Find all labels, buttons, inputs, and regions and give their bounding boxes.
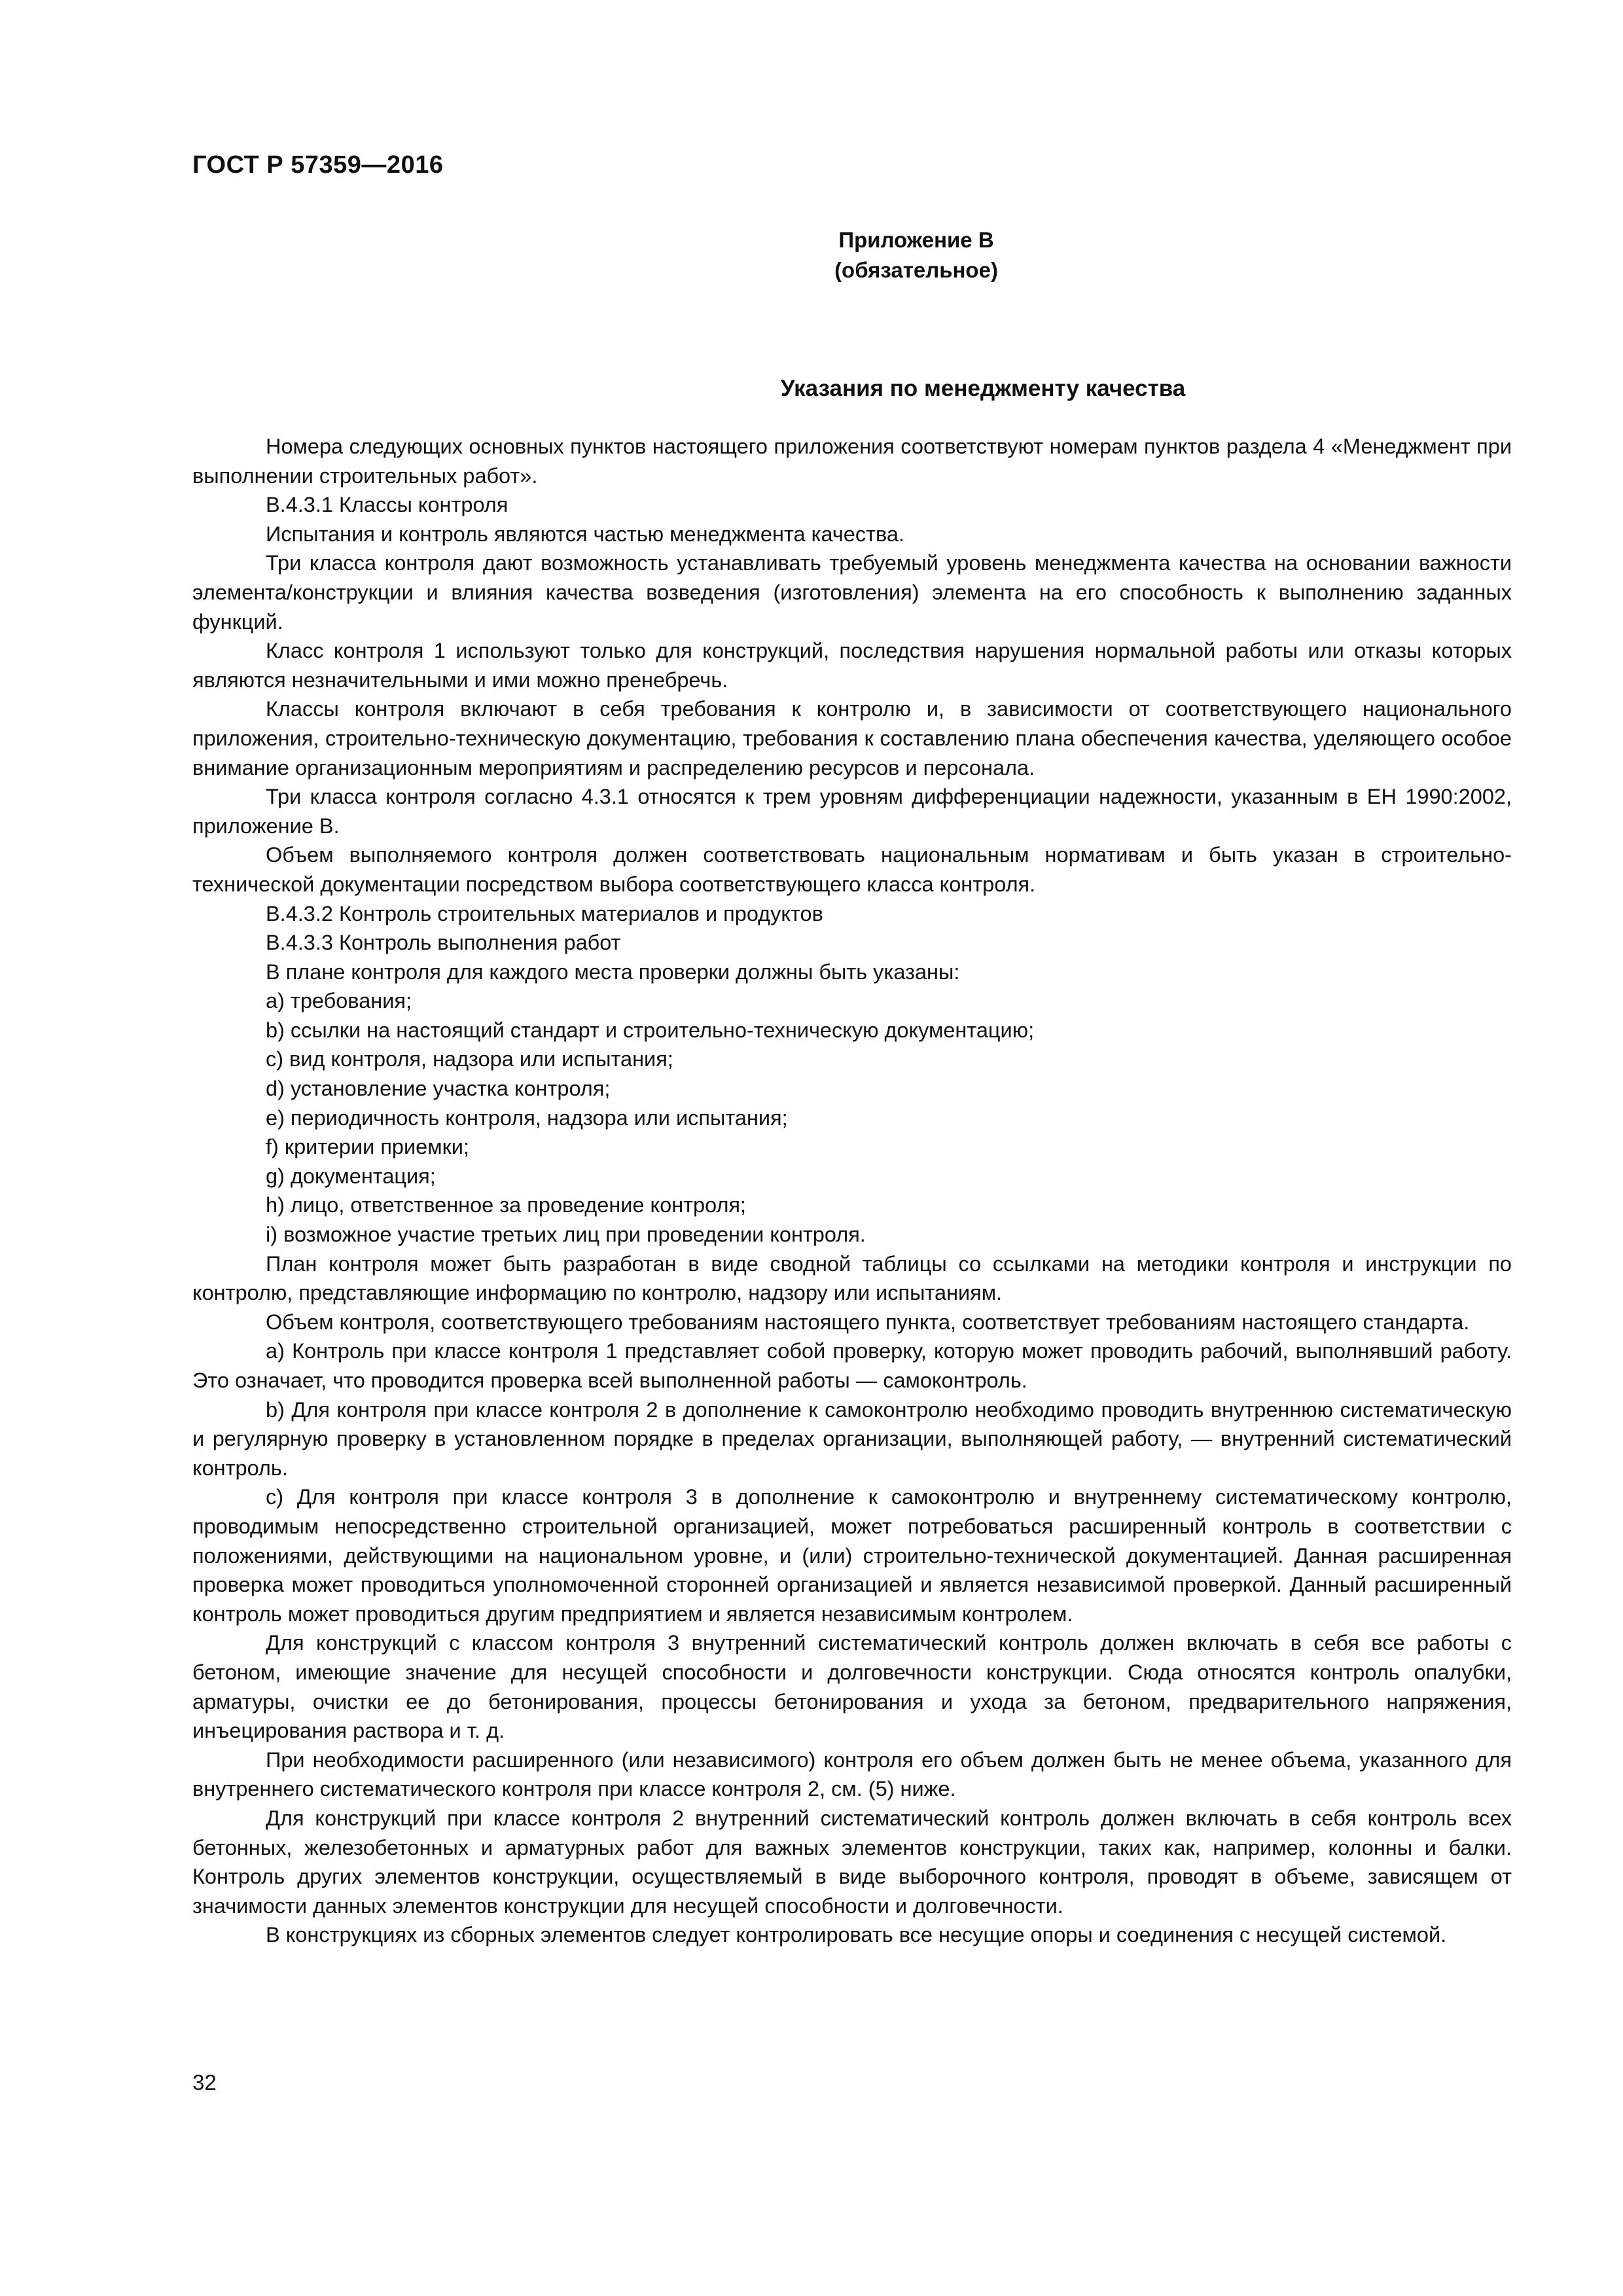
paragraph: Три класса контроля согласно 4.3.1 относятся к трем уровням дифференциации надежности, указанным в ЕН 1990:2002, приложение В. xyxy=(192,785,1512,838)
clause-heading: В.4.3.3 Контроль выполнения работ xyxy=(266,931,621,955)
paragraph: План контроля может быть разработан в виде сводной таблицы со ссылками на методики контроля и инструкции по контролю, представляющие информацию по контролю, надзору или испытаниям. xyxy=(192,1251,1512,1305)
page-number: 32 xyxy=(192,2070,217,2094)
annex-status: (обязательное) xyxy=(834,258,998,282)
list-item: e) периодичность контроля, надзора или испытания; xyxy=(266,1105,788,1130)
paragraph: Классы контроля включают в себя требования к контролю и, в зависимости от соответствующего национального приложения, строительно-техническую документацию, требования к составлению плана обеспечения качества, уделяющего особое внимание организационным мероприятиям и распределению ресурсов и персонала. xyxy=(192,697,1512,780)
list-item: h) лицо, ответственное за проведение контроля; xyxy=(266,1193,747,1217)
paragraph: Класс контроля 1 используют только для конструкций, последствия нарушения нормальной работы или отказы которых являются незначительными и ими можно пренебречь. xyxy=(192,639,1512,692)
body-text xyxy=(192,432,1512,1950)
section-title: Указания по менеджменту качества xyxy=(780,376,1186,401)
clause-heading: В.4.3.1 Классы контроля xyxy=(266,493,508,517)
paragraph: Для конструкций при классе контроля 2 внутренний систематический контроль должен включать в себя контроль всех бетонных, железобетонных и арматурных работ для важных элементов конструкции, таких как, например, колонны и балки. Контроль других элементов конструкции, осуществляемый в виде выборочного контроля, проводят в объеме, зависящем от значимости данных элементов конструкции для несущей способности и долговечности. xyxy=(192,1806,1512,1918)
list-item: c) Для контроля при классе контроля 3 в дополнение к самоконтролю и внутреннему систематическому контролю, проводимым непосредственно строительной организацией, может потребоваться расширенный контроль в соответствии с положениями, действующими на национальном уровне, и (или) строительно-технической документацией. Данная расширенная проверка может проводиться уполномоченной сторонней организацией и является независимой проверкой. Данный расширенный контроль может проводиться другим предприятием и является независимым контролем. xyxy=(192,1485,1512,1626)
paragraph: Три класса контроля дают возможность устанавливать требуемый уровень менеджмента качества на основании важности элемента/конструкции и влияния качества возведения (изготовления) элемента на его способность к выполнению заданных функций. xyxy=(192,551,1512,634)
list-item: i) возможное участие третьих лиц при проведении контроля. xyxy=(266,1223,866,1247)
paragraph: Для конструкций с классом контроля 3 внутренний систематический контроль должен включать в себя все работы с бетоном, имеющие значение для несущей способности и долговечности конструкции. Сюда относятся контроль опалубки, арматуры, очистки ее до бетонирования, процессы бетонирования и ухода за бетоном, предварительного напряжения, инъецирования раствора и т. д. xyxy=(192,1631,1512,1743)
paragraph: Объем контроля, соответствующего требованиям настоящего пункта, соответствует требованиям настоящего стандарта. xyxy=(266,1310,1470,1334)
annex-title: Приложение В xyxy=(838,228,994,252)
list-item: a) Контроль при классе контроля 1 представляет собой проверку, которую может проводить рабочий, выполнявший работу. Это означает, что проводится проверка всей выполненной работы — самоконтроль. xyxy=(192,1339,1512,1392)
list-item: b) Для контроля при классе контроля 2 в дополнение к самоконтролю необходимо проводить внутреннюю систематическую и регулярную проверку в установленном порядке в пределах организации, выполняющей работу, — внутренний систематический контроль. xyxy=(192,1397,1512,1480)
paragraph: В плане контроля для каждого места проверки должны быть указаны: xyxy=(266,960,960,984)
list-item: f) критерии приемки; xyxy=(266,1135,469,1159)
annex-heading xyxy=(654,225,1178,285)
paragraph: Испытания и контроль являются частью менеджмента качества. xyxy=(266,522,905,546)
list-item: d) установление участка контроля; xyxy=(266,1077,611,1101)
list-item: a) требования; xyxy=(266,989,412,1013)
list-item: g) документация; xyxy=(266,1164,436,1188)
paragraph: При необходимости расширенного (или независимого) контроля его объем должен быть не менее объема, указанного для внутреннего систематического контроля при классе контроля 2, см. (5) ниже. xyxy=(192,1748,1512,1801)
list-item: c) вид контроля, надзора или испытания; xyxy=(266,1047,673,1071)
document-code: ГОСТ Р 57359—2016 xyxy=(192,151,444,179)
list-item: b) ссылки на настоящий стандарт и строительно-техническую документацию; xyxy=(266,1018,1035,1042)
paragraph: В конструкциях из сборных элементов следует контролировать все несущие опоры и соединения с несущей системой. xyxy=(266,1923,1447,1947)
paragraph: Номера следующих основных пунктов настоящего приложения соответствуют номерам пунктов раздела 4 «Менеджмент при выполнении строительных работ». xyxy=(192,435,1512,488)
clause-heading: В.4.3.2 Контроль строительных материалов и продуктов xyxy=(266,901,823,925)
paragraph: Объем выполняемого контроля должен соответствовать национальным нормативам и быть указан в строительно-технической документации посредством выбора соответствующего класса контроля. xyxy=(192,843,1512,896)
